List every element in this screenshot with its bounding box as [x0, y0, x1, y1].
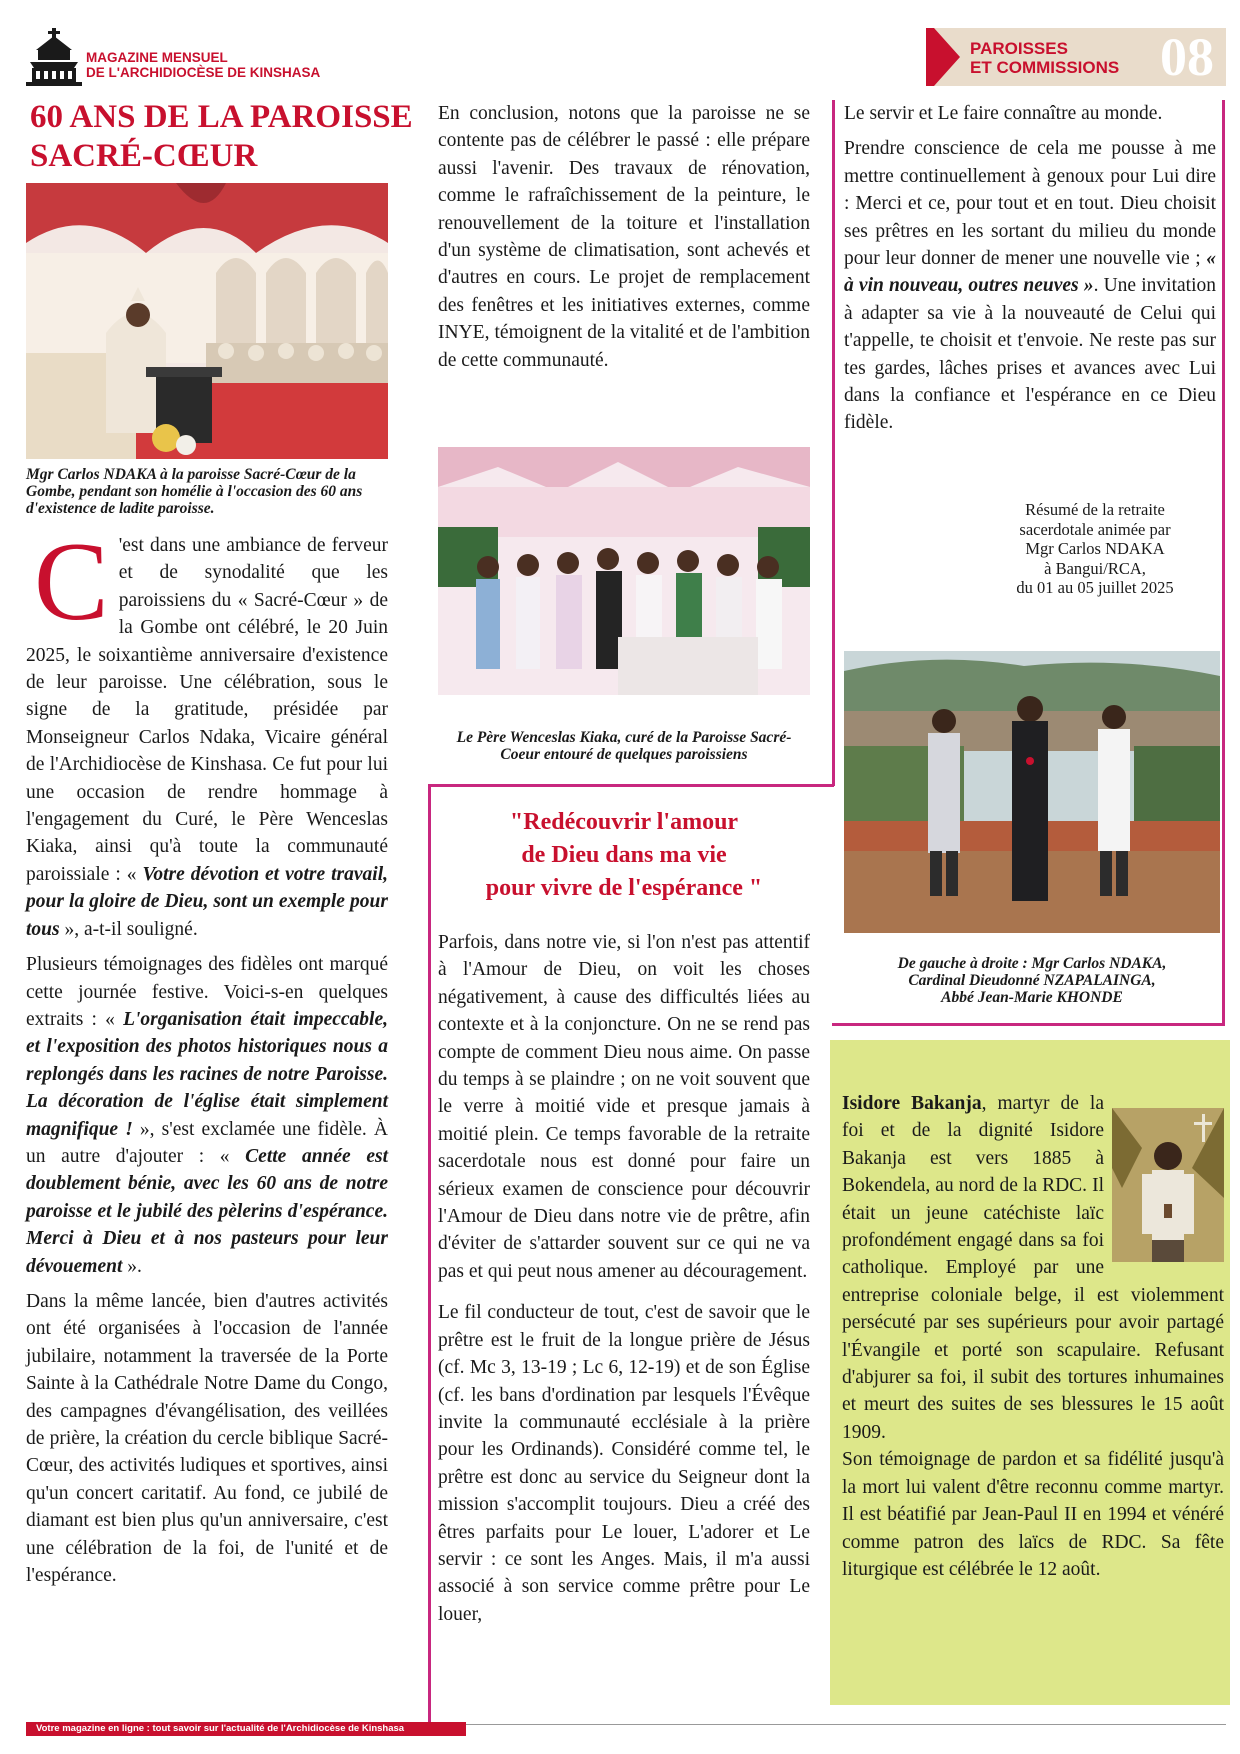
- retreat-summary-line4: à Bangui/RCA,: [1044, 558, 1146, 578]
- retreat-box-bottom-border: [832, 1023, 1225, 1026]
- page-number: 08: [1160, 27, 1214, 87]
- church-logo-icon: [26, 28, 82, 86]
- article-p1-text: 'est dans une ambiance de ferveur et de synodalité que les paroissiens du « Sacré-Cœur » de la Gombe ont célébré, le 20 Juin 2025, le soixantième anniversaire d'existence de leur paroisse. Une célébration, sous le signe de la gratitude, présidée par Monseigneur Carlos Ndaka, Vicaire général de l'Archidiocèse de Kinshasa. Ce fut pour lui une occasion de rendre hommage à l'engagement du Curé, le Père Wenceslas Kiaka, ainsi qu'à toute la communauté paroissiale : «: [26, 535, 388, 885]
- cardinal-caption-line1: De gauche à droite : Mgr Carlos NDAKA,: [897, 955, 1167, 972]
- article-p1-quote: Votre dévotion et votre travail, pour la gloire de Dieu, sont un exemple pour tous: [26, 863, 389, 940]
- retreat-p4-start: Prendre conscience de cela me pousse à me mettre continuellement à genoux pour Lui dire : Merci et ce, pour tout et en tout. Dieu choisit ses prêtres en les sortant du milieu du monde pour leur donner de mener une nouvelle vie ;: [844, 138, 1216, 270]
- parishioners-photo-caption: Le Père Wenceslas Kiaka, curé de la Paroisse Sacré-Coeur entouré de quelques paroissiens: [456, 729, 792, 763]
- article-title-line2: SACRÉ-CŒUR: [30, 138, 258, 174]
- article-p2-quote2: Cette année est doublement bénie, avec les 60 ans de notre paroisse et le jubilé des pèlerins d'espérance. Merci à Dieu et à nos pasteurs pour leur dévouement: [26, 1145, 388, 1277]
- article-p2-quote1: L'organisation était impeccable, et l'exposition des photos historiques nous a replongés dans les racines de notre Paroisse. La décoration de l'église était simplement magnifique !: [26, 1008, 388, 1140]
- bakanja-name: Isidore Bakanja: [842, 1093, 982, 1114]
- homily-photo: [26, 183, 388, 459]
- section-flag: [926, 28, 934, 86]
- article-column-2: [438, 100, 810, 382]
- retreat-title-line1: "Redécouvrir l'amour: [509, 809, 739, 835]
- retreat-summary-line5: du 01 au 05 juillet 2025: [1016, 578, 1174, 597]
- article-p1-end: », a-t-il souligné.: [64, 918, 198, 940]
- section-label-line2: ET COMMISSIONS: [970, 58, 1120, 77]
- drop-cap: C: [34, 520, 109, 644]
- cardinal-photo: [844, 651, 1220, 933]
- bakanja-paragraph-1: [842, 1090, 1224, 1446]
- portrait-spacer: [1104, 1090, 1224, 1260]
- retreat-column-3: [844, 100, 1216, 445]
- parishioners-photo: [438, 447, 810, 695]
- cardinal-caption-line3: Abbé Jean-Marie KHONDE: [941, 989, 1123, 1006]
- article-title: [30, 98, 415, 176]
- article-p2-start: Plusieurs témoignages des fidèles ont marqué cette journée festive. Voici-s-en quelques extraits : «: [26, 954, 388, 1030]
- masthead: [86, 50, 320, 80]
- retreat-paragraph-2: Le fil conducteur de tout, c'est de savoir que le prêtre est le fruit de la longue prière de Jésus (cf. Mc 3, 13-19 ; Lc 6, 12-19) et de son Église (cf. les bans d'ordination par lesquels l'Évêque invite la communauté ecclésiale à la prière pour les Ordinands). Considéré comme tel, le prêtre est donc au service du Seigneur dont la mission s'accomplit toujours. Dieu a créé des êtres parfaits pour Le louer, L'adorer et Le servir : ce sont les Anges. Mais, il m'a aussi associé à son service comme prêtre pour Le louer,: [438, 1302, 810, 1625]
- retreat-paragraph-3: Le servir et Le faire connaître au monde.: [844, 103, 1163, 124]
- masthead-line1: MAGAZINE MENSUEL: [86, 50, 228, 65]
- retreat-title-line3: pour vivre de l'espérance ": [485, 875, 763, 901]
- retreat-paragraph-1: Parfois, dans notre vie, si l'on n'est pas attentif à l'Amour de Dieu, on voit les choses négativement, à cause des difficultés liées au contexte et à la conjoncture. On ne se rend pas compte de comment Dieu nous aime. On passe du temps à se plaindre ; on ne voit souvent que le verre à moitié vide et presque jamais à moitié plein. Ce temps favorable de la retraite sacerdotale nous est donné pour faire un sérieux examen de conscience pour découvrir l'Amour de Dieu dans notre vie de prêtre, afin d'éviter de s'attarder souvent sur ce qui ne va pas et qui peut nous amener au découragement.: [438, 932, 810, 1282]
- bakanja-paragraph-2: Son témoignage de pardon et sa fidélité jusqu'à la mort lui valent d'être reconnu comme martyr. Il est béatifié par Jean-Paul II en 1994 et vénéré comme patron des laïcs de RDC. Sa fête liturgique est célébrée le 12 août.: [842, 1449, 1224, 1580]
- bakanja-p1-text: , martyr de la foi et de la dignité Isidore Bakanja est vers 1885 à Bokendela, au nord de la RDC. Il était un jeune catéchiste laïc profondément engagé dans sa foi catholique. Employé par une entreprise coloniale belge, il est violemment persécuté par ses supérieurs pour avoir partagé l'Évangile et porté son scapulaire. Refusant d'abjurer sa foi, il subit des tortures inhumaines et meurt des suites de ses blessures le 15 août 1909.: [842, 1093, 1224, 1443]
- homily-photo-caption: Mgr Carlos NDAKA à la paroisse Sacré-Cœur de la Gombe, pendant son homélie à l'occasion des 60 ans d'existence de ladite paroisse.: [26, 466, 363, 517]
- retreat-title-line2: de Dieu dans ma vie: [521, 842, 727, 868]
- retreat-summary-line3: Mgr Carlos NDAKA: [1025, 539, 1165, 558]
- retreat-summary-line1: Résumé de la retraite: [1025, 500, 1165, 519]
- retreat-box-inner-border: [832, 100, 835, 786]
- section-tab: [926, 28, 1226, 86]
- retreat-box-top-border: [428, 784, 834, 787]
- section-flag-arrow: [934, 28, 960, 86]
- cardinal-caption-line2: Cardinal Dieudonné NZAPALAINGA,: [908, 972, 1156, 989]
- article-paragraph-1: [26, 520, 389, 943]
- article-column-1: [26, 520, 389, 1597]
- bakanja-text: [842, 1090, 1224, 1591]
- cardinal-photo-caption: [844, 955, 1220, 1006]
- article-p2-end: ».: [127, 1255, 142, 1277]
- article-paragraph-2: [26, 951, 388, 1280]
- retreat-summary: [960, 500, 1230, 598]
- retreat-title: [438, 806, 810, 905]
- article-paragraph-4: En conclusion, notons que la paroisse ne se contente pas de célébrer le passé : elle prépare aussi l'avenir. Des travaux de rénovation, comme le rafraîchissement de la peinture, le renouvellement de la toiture et l'installation d'un système de climatisation, sont achevés et d'autres en cours. Le projet de remplacement des fenêtres et les initiatives externes, comme INYE, témoignent de la vitalité et de l'ambition de cette communauté.: [438, 103, 810, 371]
- retreat-column-2: [438, 929, 810, 1636]
- section-label-line1: PAROISSES: [970, 39, 1068, 58]
- masthead-line2: DE L'ARCHIDIOCÈSE DE KINSHASA: [86, 65, 321, 80]
- article-paragraph-3: Dans la même lancée, bien d'autres activités ont été organisées à l'occasion de l'année jubilaire, notamment la traversée de la Porte Sainte à la Cathédrale Notre Dame du Congo, des campagnes d'évangélisation, des veillées de prière, la création du cercle biblique Sacré-Cœur, des activités ludiques et sportives, ainsi qu'un concert caritatif. Au fond, ce jubilé de diamant est bien plus qu'un anniversaire, c'est une célébration de la foi, de l'unité et de l'espérance.: [26, 1290, 388, 1587]
- article-p2-mid: », s'est exclamée une fidèle. À un autre d'ajouter : «: [26, 1118, 388, 1167]
- section-label: [970, 39, 1119, 77]
- footer-banner: Votre magazine en ligne : tout savoir sur l'actualité de l'Archidiocèse de Kinshasa: [26, 1722, 466, 1736]
- article-title-line1: 60 ANS DE LA PAROISSE: [30, 99, 413, 135]
- retreat-p4-quote: « à vin nouveau, outres neuves »: [844, 248, 1216, 297]
- retreat-p4-end: . Une invitation à adapter sa vie à la nouveauté de Celui qui t'appelle, te choisit et t'envoie. Ne reste pas sur tes gardes, lâches prises et avances avec Lui dans la confiance et l'espérance en ce Dieu fidèle.: [844, 275, 1216, 434]
- retreat-box-left-border: [428, 786, 431, 1726]
- retreat-paragraph-4: [844, 135, 1216, 436]
- retreat-summary-line2: sacerdotale animée par: [1019, 519, 1171, 539]
